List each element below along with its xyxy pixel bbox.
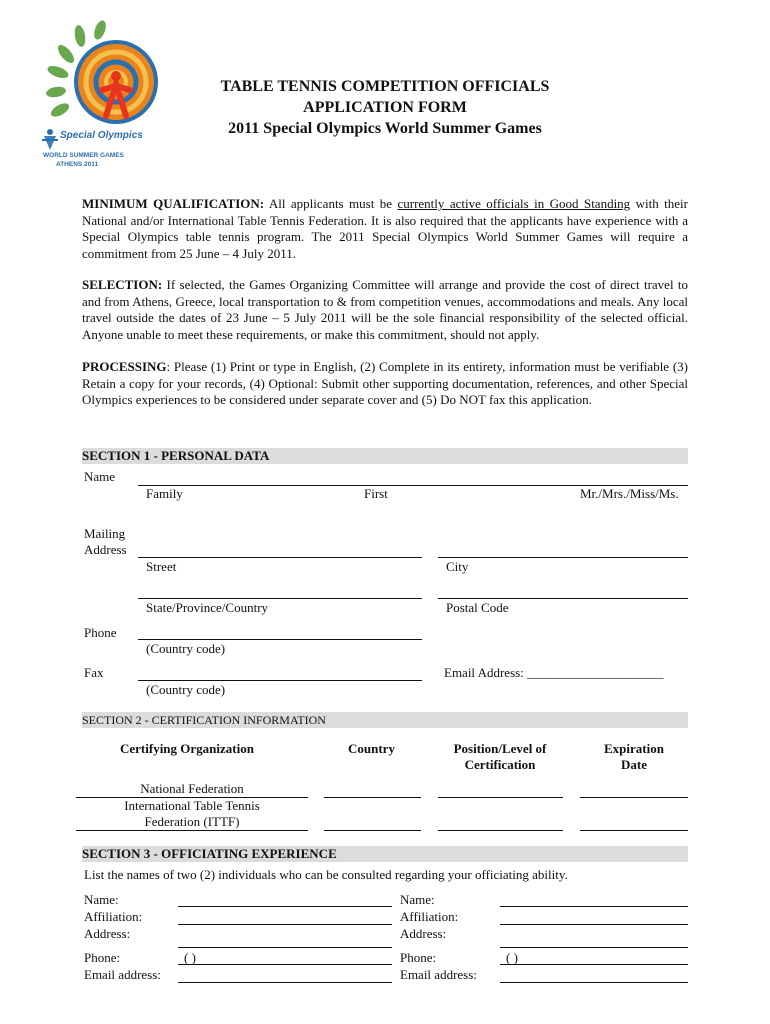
city-label: City — [446, 559, 469, 574]
city-field[interactable] — [438, 557, 688, 558]
fax-field[interactable] — [138, 680, 422, 681]
ittf-org-field[interactable] — [76, 830, 308, 831]
name-label: Name — [84, 469, 116, 484]
fax-country-code-label: (Country code) — [146, 682, 226, 697]
col-expiration-line1: Expiration — [604, 741, 664, 756]
ref2-phone-label: Phone: — [400, 950, 437, 965]
ref1-phone-label: Phone: — [84, 950, 121, 965]
col-position-line1: Position/Level of — [453, 741, 547, 756]
title-line1: TABLE TENNIS COMPETITION OFFICIALS — [220, 78, 550, 95]
ref2-phone-paren: ( ) — [506, 950, 518, 965]
row-ittf-line2: Federation (ITTF) — [144, 814, 240, 829]
title-line3: 2011 Special Olympics World Summer Games — [228, 120, 542, 137]
row-ittf-line1: International Table Tennis — [124, 798, 260, 813]
ref1-email-label: Email address: — [84, 967, 161, 982]
section1-header — [82, 448, 688, 464]
selection-text: If selected, the Games Organizing Committee will arrange and provide the cost of direct travel to and from Athens, Greece, local transportation to & from competition venues, accommodations and meals. Any local travel outside the dates of 23 June – 5 July 2011 will be the sole financial responsibility of the selected official. Anyone unable to meet these requirements, or make this commitment, should not apply. — [82, 277, 688, 342]
section3-header — [82, 846, 688, 862]
logo-brand: Special Olympics — [60, 130, 143, 141]
row-ittf — [76, 798, 308, 830]
minimum-qualification-paragraph — [82, 196, 688, 262]
ref2-email-label: Email address: — [400, 967, 477, 982]
phone-field[interactable] — [138, 639, 422, 640]
ref2-address-field[interactable] — [500, 947, 688, 948]
games-emblem-icon — [36, 16, 176, 166]
state-label: State/Province/Country — [146, 600, 269, 615]
ref1-affiliation-field[interactable] — [178, 924, 392, 925]
min-qual-label: MINIMUM QUALIFICATION: — [82, 196, 265, 211]
col-position-line2: Certification — [464, 757, 536, 772]
col-country: Country — [348, 741, 395, 756]
ref2-name-field[interactable] — [500, 906, 688, 907]
col-position-level — [440, 741, 560, 773]
min-qual-underlined: currently active officials in Good Standing — [397, 196, 631, 211]
ref1-email-field[interactable] — [178, 982, 392, 983]
phone-label: Phone — [84, 625, 117, 640]
selection-label: SELECTION: — [82, 277, 163, 292]
state-field[interactable] — [138, 598, 422, 599]
form-title — [160, 76, 610, 139]
ref2-affiliation-label: Affiliation: — [400, 909, 459, 924]
ref1-name-label: Name: — [84, 892, 119, 907]
selection-paragraph — [82, 277, 688, 343]
postal-code-label: Postal Code — [446, 600, 509, 615]
national-federation-country-field[interactable] — [324, 797, 421, 798]
street-label: Street — [146, 559, 177, 574]
title-field-label: Mr./Mrs./Miss/Ms. — [580, 486, 679, 501]
ref1-affiliation-label: Affiliation: — [84, 909, 143, 924]
street-field[interactable] — [138, 557, 422, 558]
ref1-name-field[interactable] — [178, 906, 392, 907]
title-line2: APPLICATION FORM — [303, 99, 467, 116]
address-label: Address — [84, 542, 127, 557]
processing-paragraph — [82, 359, 688, 409]
processing-label: PROCESSING — [82, 359, 167, 374]
min-qual-text2: with their National and/or International Table Tennis Federation. It is also required that the applicants have experience with a Special Olympics table tennis program. The 2011 Special Olympics World Summer Games will require a commitment from 25 June – 4 July 2011. — [82, 196, 688, 261]
section3-intro: List the names of two (2) individuals who can be consulted regarding your officiating ability. — [84, 867, 568, 882]
col-expiration-date — [580, 741, 688, 773]
special-olympics-logo — [36, 16, 176, 166]
ittf-level-field[interactable] — [438, 830, 563, 831]
ittf-expiration-field[interactable] — [580, 830, 688, 831]
family-label: Family — [146, 486, 183, 501]
ref2-address-label: Address: — [400, 926, 447, 941]
postal-code-field[interactable] — [438, 598, 688, 599]
ref1-address-field[interactable] — [178, 947, 392, 948]
email-address-field[interactable]: Email Address: _____________________ — [444, 665, 664, 680]
mailing-label: Mailing — [84, 526, 126, 541]
ref2-email-field[interactable] — [500, 982, 688, 983]
national-federation-expiration-field[interactable] — [580, 797, 688, 798]
national-federation-level-field[interactable] — [438, 797, 563, 798]
section2-header — [82, 712, 688, 728]
logo-line2: ATHENS 2011 — [56, 161, 99, 168]
section2-title: SECTION 2 - CERTIFICATION INFORMATION — [82, 713, 326, 727]
section1-title: SECTION 1 - PERSONAL DATA — [82, 448, 270, 463]
col-certifying-organization: Certifying Organization — [120, 741, 254, 756]
section3-title: SECTION 3 - OFFICIATING EXPERIENCE — [82, 846, 337, 861]
row-national-federation: National Federation — [140, 781, 244, 796]
col-expiration-line2: Date — [621, 757, 647, 772]
processing-text: : Please (1) Print or type in English, (2) Complete in its entirety, information must be verifiable (3) Retain a copy for your records, (4) Optional: Submit other supporting documentation, references, and other Special Olympics experiences to be considered under separate cover and (5) Do NOT fax this application. — [82, 359, 688, 407]
logo-line1: WORLD SUMMER GAMES — [43, 152, 124, 159]
first-label: First — [364, 486, 388, 501]
ref2-name-label: Name: — [400, 892, 435, 907]
ref1-phone-paren: ( ) — [184, 950, 196, 965]
fax-label: Fax — [84, 665, 104, 680]
ref1-phone-field[interactable] — [178, 964, 392, 965]
ref2-affiliation-field[interactable] — [500, 924, 688, 925]
min-qual-text1: All applicants must be — [264, 196, 398, 211]
ittf-country-field[interactable] — [324, 830, 421, 831]
ref1-address-label: Address: — [84, 926, 131, 941]
ref2-phone-field[interactable] — [500, 964, 688, 965]
phone-country-code-label: (Country code) — [146, 641, 226, 656]
